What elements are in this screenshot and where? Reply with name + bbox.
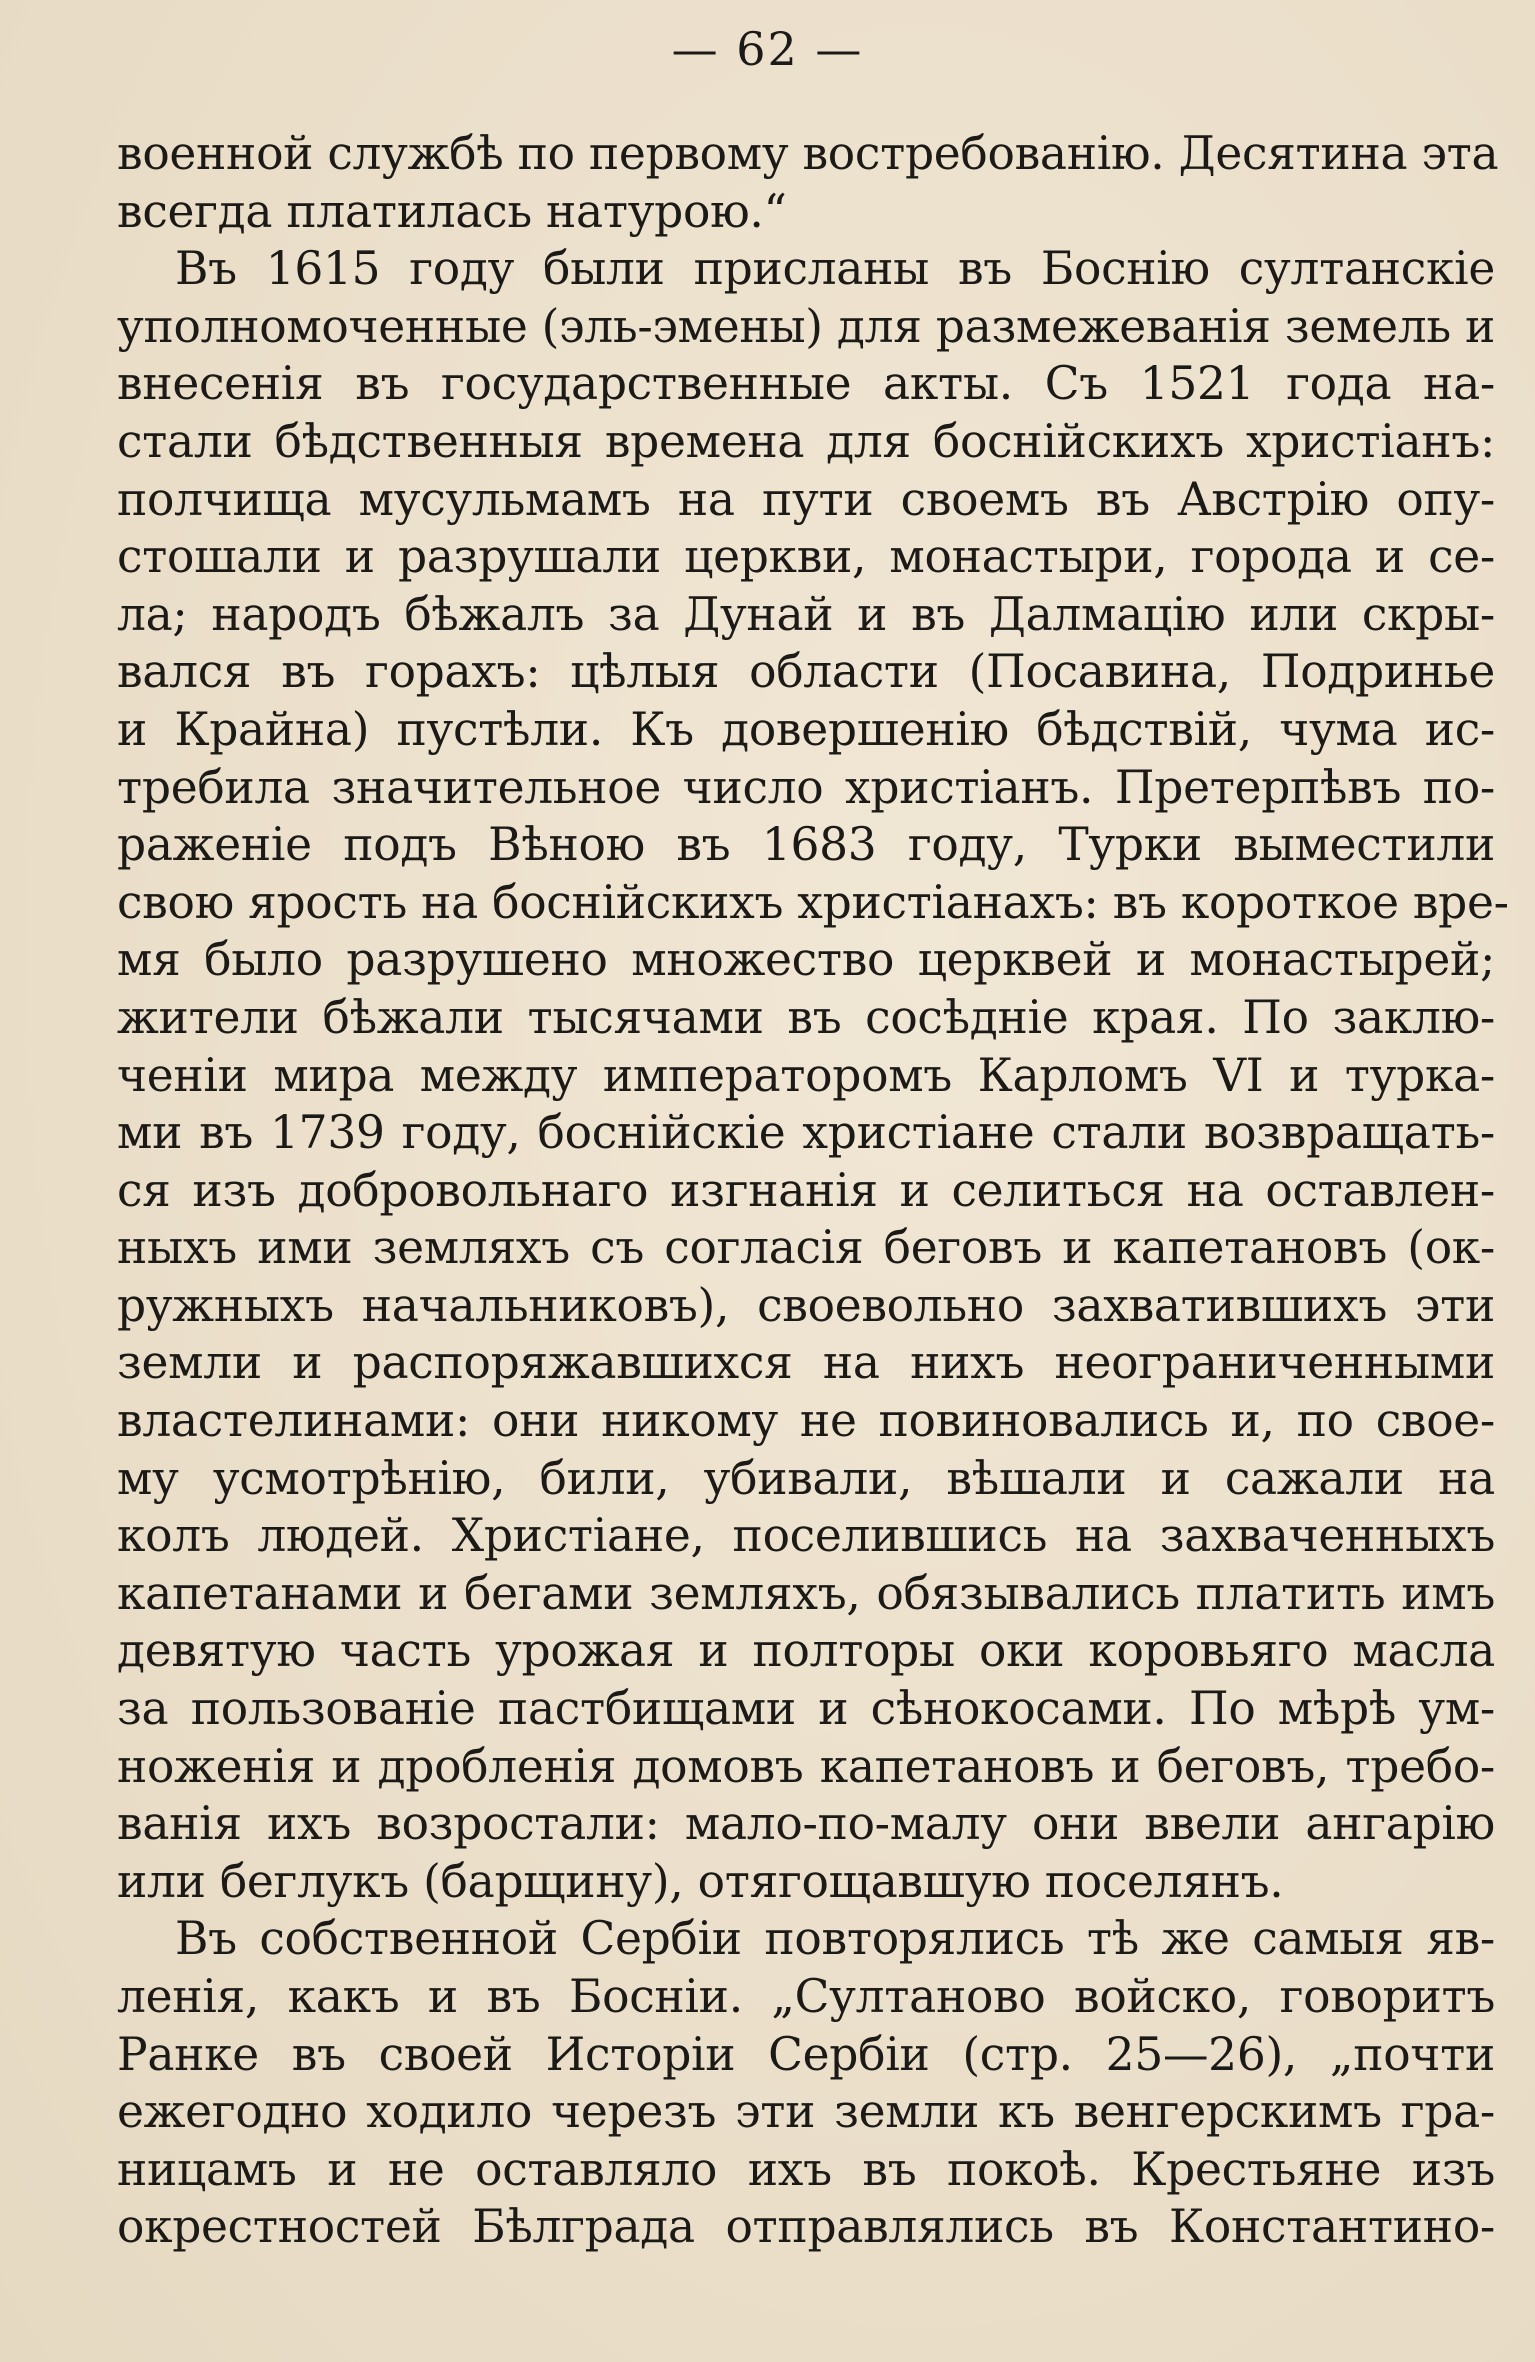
text-line: ноженія и дробленія домовъ капетановъ и беговъ, требо- xyxy=(117,1739,1495,1793)
body-text xyxy=(117,125,1509,2256)
text-line: ныхъ ими земляхъ съ согласія беговъ и капетановъ (ок- xyxy=(117,1221,1495,1275)
text-line: требила значительное число христіанъ. Претерпѣвъ по- xyxy=(117,760,1495,814)
text-line: за пользованіе пастбищами и сѣнокосами. По мѣрѣ ум- xyxy=(117,1682,1495,1736)
text-line: внесенія въ государственные акты. Съ 1521 года на- xyxy=(117,357,1495,411)
text-line: мя было разрушено множество церквей и монастырей; xyxy=(117,933,1495,987)
text-line: капетанами и бегами земляхъ, обязывались платить имъ xyxy=(117,1566,1495,1620)
text-line: полчища мусульмамъ на пути своемъ въ Австрію опу- xyxy=(117,472,1495,526)
text-line: девятую часть урожая и полторы оки коровьяго масла xyxy=(117,1624,1495,1678)
text-line: ницамъ и не оставляло ихъ въ покоѣ. Крестьяне изъ xyxy=(117,2142,1495,2196)
text-line: ся изъ добровольнаго изгнанія и селиться на оставлен- xyxy=(117,1163,1495,1217)
text-line: земли и распоряжавшихся на нихъ неограниченными xyxy=(117,1336,1495,1390)
text-line: Въ собственной Сербіи повторялись тѣ же самыя яв- xyxy=(175,1912,1495,1966)
text-line: ми въ 1739 году, боснійскіе христіане стали возвращать- xyxy=(117,1106,1495,1160)
text-line: ленія, какъ и въ Босніи. „Султаново войско, говоритъ xyxy=(117,1970,1495,2023)
text-line: ванія ихъ возростали: мало-по-малу они ввели ангарію xyxy=(117,1797,1495,1851)
text-line: ежегодно ходило черезъ эти земли къ венгерскимъ гра- xyxy=(117,2085,1495,2139)
text-line: вался въ горахъ: цѣлыя области (Посавина, Подринье xyxy=(117,645,1495,699)
text-line: ченіи мира между императоромъ Карломъ VI и турка- xyxy=(117,1048,1495,1102)
text-line: и Крайна) пустѣли. Къ довершенію бѣдствій, чума ис- xyxy=(117,702,1495,756)
text-line: му усмотрѣнію, били, убивали, вѣшали и сажали на xyxy=(117,1451,1495,1505)
text-line: колъ людей. Христіане, поселившись на захваченныхъ xyxy=(117,1509,1495,1563)
text-line: Въ 1615 году были присланы въ Боснію султанскіе xyxy=(175,242,1495,296)
text-line: стошали и разрушали церкви, монастыри, города и се- xyxy=(117,530,1495,584)
text-line: уполномоченные (эль-эмены) для размежеванія земель и xyxy=(117,299,1495,353)
text-line: ла; народъ бѣжалъ за Дунай и въ Далмацію или скры- xyxy=(117,587,1495,641)
page-number: — 62 — xyxy=(671,22,864,76)
text-line: Ранке въ своей Исторіи Сербіи (стр. 25—26), „почти xyxy=(117,2027,1495,2081)
text-line: стали бѣдственныя времена для боснійскихъ христіанъ: xyxy=(117,414,1495,468)
text-line: жители бѣжали тысячами въ сосѣдніе края. По заклю- xyxy=(117,990,1495,1044)
text-line: всегда платилась натурою.“ xyxy=(117,184,787,238)
text-line: или беглукъ (барщину), отягощавшую поселянъ. xyxy=(117,1854,1284,1908)
text-line: окрестностей Бѣлграда отправлялись въ Константино- xyxy=(117,2200,1495,2254)
text-line: свою ярость на боснійскихъ христіанахъ: въ короткое вре- xyxy=(117,875,1509,929)
text-line: раженіе подъ Вѣною въ 1683 году, Турки выместили xyxy=(117,818,1495,872)
text-line: ружныхъ начальниковъ), своевольно захватившихъ эти xyxy=(117,1278,1495,1332)
text-line: властелинами: они никому не повиновались и, по свое- xyxy=(117,1394,1495,1448)
text-line: военной службѣ по первому востребованію. Десятина эта xyxy=(117,127,1499,180)
